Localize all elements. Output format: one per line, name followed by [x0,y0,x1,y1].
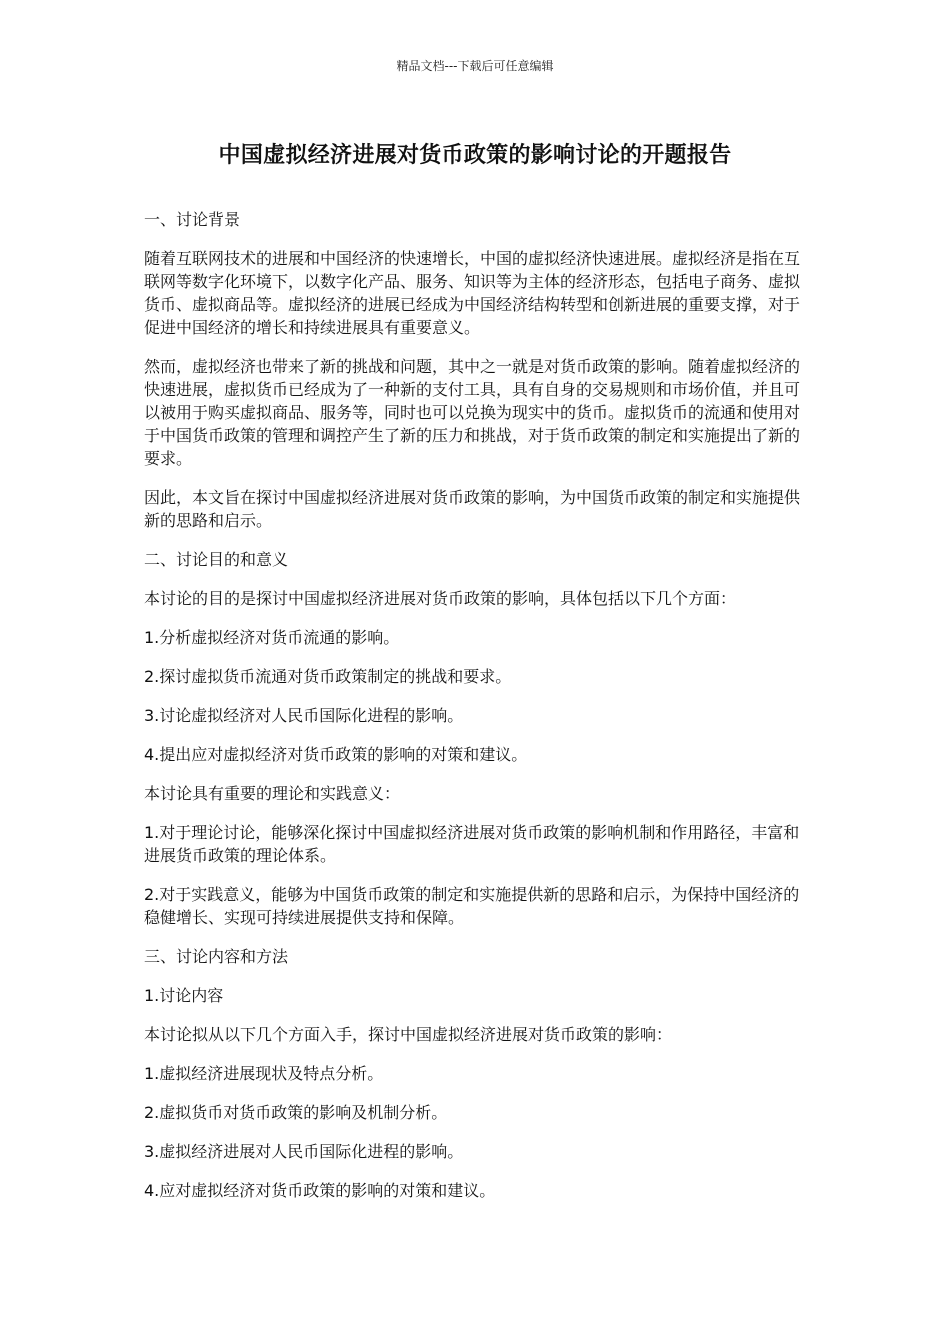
list-item: 4.应对虚拟经济对货币政策的影响的对策和建议。 [144,1181,496,1200]
document-title: 中国虚拟经济进展对货币政策的影响讨论的开题报告 [218,143,732,168]
list-item: 1.虚拟经济进展现状及特点分析。 [144,1064,384,1083]
list-item: 1.分析虚拟经济对货币流通的影响。 [144,628,400,647]
page-header: 精品文档---下载后可任意编辑 [396,59,554,73]
list-item: 3.虚拟经济进展对人民币国际化进程的影响。 [144,1142,464,1161]
list-item: 1.对于理论讨论，能够深化探讨中国虚拟经济进展对货币政策的影响机制和作用路径，丰富和进展货币政策的理论体系。 [144,823,800,865]
paragraph: 本讨论具有重要的理论和实践意义： [144,784,401,803]
paragraph: 本讨论的目的是探讨中国虚拟经济进展对货币政策的影响，具体包括以下几个方面： [144,589,737,608]
subsection-heading: 1.讨论内容 [144,986,224,1005]
paragraph: 随着互联网技术的进展和中国经济的快速增长，中国的虚拟经济快速进展。虚拟经济是指在互联网等数字化环境下，以数字化产品、服务、知识等为主体的经济形态，包括电子商务、虚拟货币、虚拟商品等。虚拟经济的进展已经成为中国经济结构转型和创新进展的重要支撑，对于促进中国经济的增长和持续进展具有重要意义。 [144,249,801,337]
section-heading: 二、讨论目的和意义 [144,550,289,569]
list-item: 3.讨论虚拟经济对人民币国际化进程的影响。 [144,706,464,725]
list-item: 2.虚拟货币对货币政策的影响及机制分析。 [144,1103,448,1122]
list-item: 2.探讨虚拟货币流通对货币政策制定的挑战和要求。 [144,667,512,686]
paragraph: 然而，虚拟经济也带来了新的挑战和问题，其中之一就是对货币政策的影响。随着虚拟经济的快速进展，虚拟货币已经成为了一种新的支付工具，具有自身的交易规则和市场价值，并且可以被用于购买虚拟商品、服务等，同时也可以兑换为现实中的货币。虚拟货币的流通和使用对于中国货币政策的管理和调控产生了新的压力和挑战，对于货币政策的制定和实施提出了新的要求。 [144,357,801,468]
paragraph: 本讨论拟从以下几个方面入手，探讨中国虚拟经济进展对货币政策的影响： [144,1025,673,1044]
list-item: 2.对于实践意义，能够为中国货币政策的制定和实施提供新的思路和启示，为保持中国经济的稳健增长、实现可持续进展提供支持和保障。 [144,885,800,927]
section-heading: 一、讨论背景 [144,210,241,229]
paragraph: 因此，本文旨在探讨中国虚拟经济进展对货币政策的影响，为中国货币政策的制定和实施提供新的思路和启示。 [144,488,801,530]
section-heading: 三、讨论内容和方法 [144,947,289,966]
list-item: 4.提出应对虚拟经济对货币政策的影响的对策和建议。 [144,745,528,764]
document-body [144,208,804,1218]
